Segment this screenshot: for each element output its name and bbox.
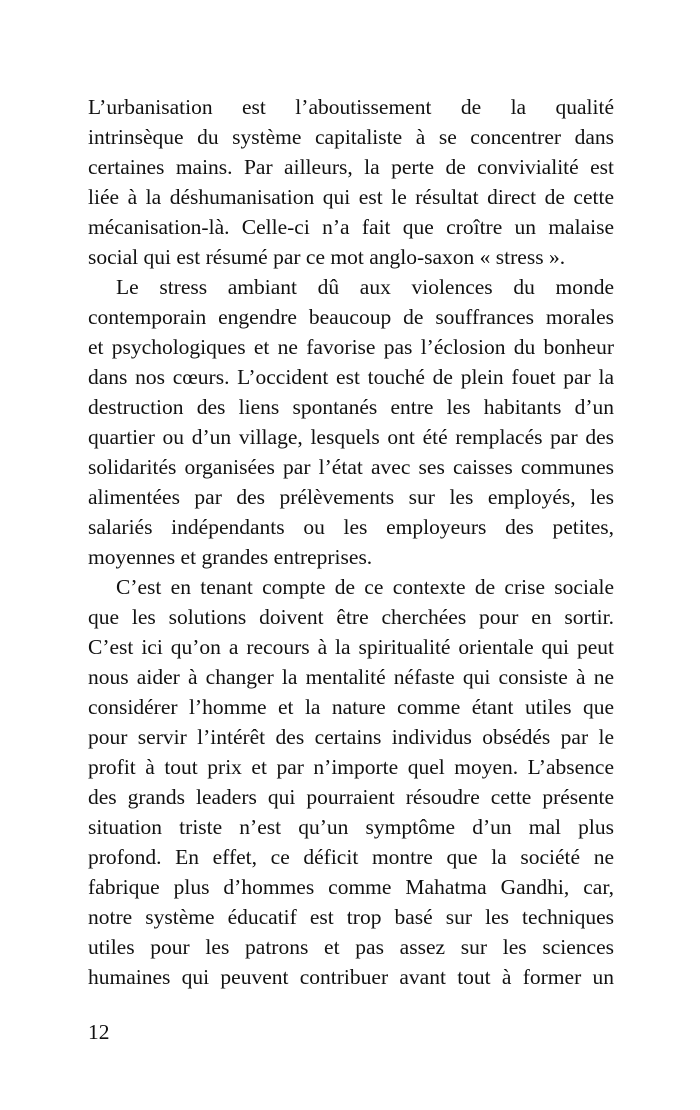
text-line: liée à la déshumanisation qui est le résultat direct de cette xyxy=(88,185,614,209)
text-line: certaines mains. Par ailleurs, la perte de convivialité est xyxy=(88,155,614,179)
text-line: salariés indépendants ou les employeurs des petites, xyxy=(88,515,614,539)
text-line: considérer l’homme et la nature comme étant utiles que xyxy=(88,695,614,719)
paragraph-3 xyxy=(88,572,614,992)
text-line: notre système éducatif est trop basé sur les techniques xyxy=(88,905,614,929)
text-line: intrinsèque du système capitaliste à se concentrer dans xyxy=(88,125,614,149)
text-line: des grands leaders qui pourraient résoudre cette présente xyxy=(88,785,614,809)
text-line: alimentées par des prélèvements sur les employés, les xyxy=(88,485,614,509)
text-line: situation triste n’est qu’un symptôme d’un mal plus xyxy=(88,815,614,839)
text-line: dans nos cœurs. L’occident est touché de plein fouet par la xyxy=(88,365,614,389)
text-line: fabrique plus d’hommes comme Mahatma Gandhi, car, xyxy=(88,875,614,899)
paragraph-2 xyxy=(88,272,614,572)
text-line: utiles pour les patrons et pas assez sur les sciences xyxy=(88,935,614,959)
text-line: quartier ou d’un village, lesquels ont été remplacés par des xyxy=(88,425,614,449)
text-line: L’urbanisation est l’aboutissement de la qualité xyxy=(88,95,614,119)
text-line: destruction des liens spontanés entre les habitants d’un xyxy=(88,395,614,419)
text-line: pour servir l’intérêt des certains individus obsédés par le xyxy=(88,725,614,749)
text-line: profond. En effet, ce déficit montre que la société ne xyxy=(88,845,614,869)
page-body xyxy=(88,92,614,992)
text-line: Le stress ambiant dû aux violences du monde xyxy=(116,275,614,299)
text-line: moyennes et grandes entreprises. xyxy=(88,545,373,569)
text-line: C’est ici qu’on a recours à la spiritualité orientale qui peut xyxy=(88,635,614,659)
text-line: profit à tout prix et par n’importe quel moyen. L’absence xyxy=(88,755,614,779)
text-line: solidarités organisées par l’état avec ses caisses communes xyxy=(88,455,614,479)
text-line: mécanisation-là. Celle-ci n’a fait que croître un malaise xyxy=(88,215,614,239)
paragraph-1 xyxy=(88,92,614,272)
text-line: et psychologiques et ne favorise pas l’éclosion du bonheur xyxy=(88,335,614,359)
text-line: que les solutions doivent être cherchées pour en sortir. xyxy=(88,605,614,629)
page-number: 12 xyxy=(88,1020,110,1044)
text-line: contemporain engendre beaucoup de souffrances morales xyxy=(88,305,614,329)
text-line: humaines qui peuvent contribuer avant tout à former un xyxy=(88,965,614,989)
text-line: C’est en tenant compte de ce contexte de crise sociale xyxy=(116,575,614,599)
text-line: social qui est résumé par ce mot anglo-saxon « stress ». xyxy=(88,245,566,269)
text-line: nous aider à changer la mentalité néfaste qui consiste à ne xyxy=(88,665,614,689)
